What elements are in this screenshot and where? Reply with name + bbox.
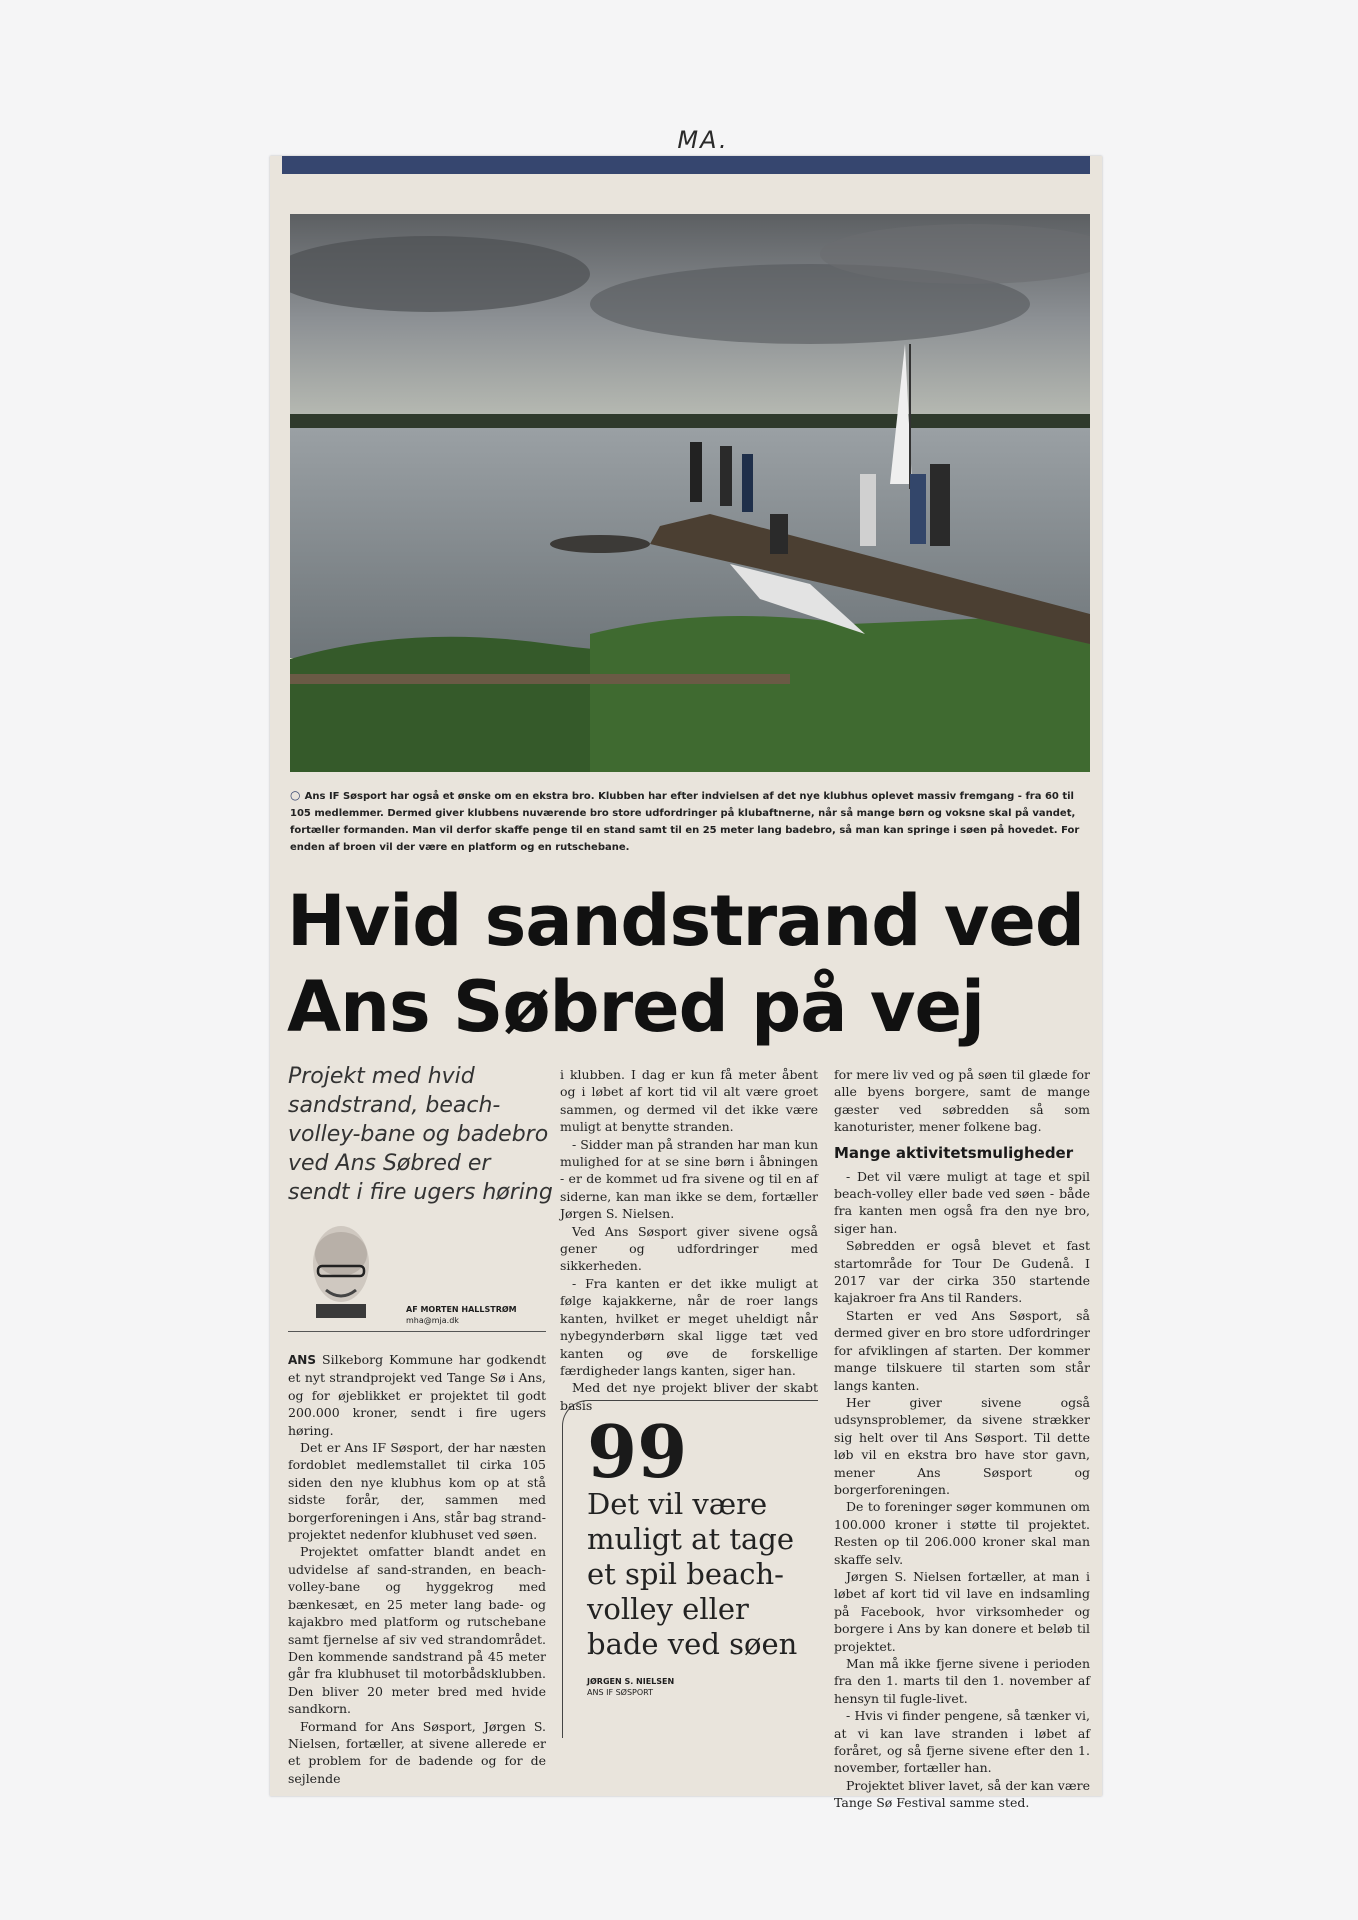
body-paragraph: De to foreninger søger kommunen om 100.000 kroner i støtte til projektet. Resten op til 206.000 kroner skal man skaffe selv.	[834, 1499, 1090, 1567]
lake-jetty-photo	[290, 214, 1090, 772]
author-portrait	[308, 1222, 374, 1318]
lead-text: Projekt med hvid sandstrand, beach-volley-bane og badebro ved Ans Søbred er sendt i fire ugers høring	[288, 1064, 553, 1205]
handwritten-date: MA.	[677, 126, 729, 154]
body-paragraph: Projektet omfatter blandt andet en udvidelse af sand-stranden, en beach-volley-bane og hyggekrog med bænkesæt, en 25 meter lang bade- og kajakbro med platform og rutschebane samt fjernelse af siv ved strandområdet. Den kommende sandstrand på 45 meter går fra klubhuset til motorbådsklubben. Den bliver 20 meter bred med hvide sandkorn.	[288, 1544, 546, 1717]
author-block	[288, 1218, 546, 1332]
dateline-kicker: ANS	[288, 1353, 316, 1367]
body-paragraph: Man må ikke fjerne sivene i perioden fra den 1. marts til den 1. november af hensyn til fugle-livet.	[834, 1656, 1090, 1706]
body-paragraph: Jørgen S. Nielsen fortæller, at man i løbet af kort tid vil lave en indsamling på Facebook, hvor virksomheder og borgere i Ans by kan donere et beløb til projektet.	[834, 1568, 1090, 1654]
body-paragraph: Projektet bliver lavet, så der kan være Tange Sø Festival samme sted.	[834, 1777, 1090, 1811]
body-paragraph: - Det vil være muligt at tage et spil beach-volley eller bade ved søen - både fra kanten men også fra den nye bro, siger han.	[834, 1168, 1090, 1236]
body-column-1	[288, 1351, 546, 1787]
header-color-bar	[282, 156, 1090, 174]
quote-text: Det vil være muligt at tage et spil beach-volley eller bade ved søen	[587, 1487, 798, 1661]
body-paragraph: for mere liv ved og på søen til glæde for alle byens borgere, samt de mange gæster ved søbredden så som kanoturister, mener folkene bag.	[834, 1067, 1090, 1135]
author-name: AF MORTEN HALLSTRØM	[406, 1305, 517, 1314]
headline	[287, 878, 1087, 1050]
caption-bullet-icon: ○	[290, 788, 305, 802]
photo-caption	[290, 787, 1086, 856]
quote-role: ANS IF SØSPORT	[587, 1688, 654, 1697]
body-paragraph: Med det nye projekt bliver der skabt basis	[560, 1380, 818, 1413]
body-paragraph: Det er Ans IF Søsport, der har næsten fordoblet medlemstallet til cirka 105 siden den nye klubhus kom op at stå sidste forår, der, sammen med borgerforeningen i Ans, står bag strand-projektet nedenfor klubhuset ved søen.	[288, 1440, 546, 1543]
pull-quote	[562, 1400, 818, 1738]
quote-attribution	[587, 1676, 818, 1698]
body-paragraph: - Hvis vi finder pengene, så tænker vi, at vi kan lave stranden i løbet af foråret, og så fjerne sivene efter den 1. november, fortæller han.	[834, 1708, 1090, 1776]
subheading: Mange aktivitetsmuligheder	[834, 1143, 1074, 1162]
body-paragraph: - Sidder man på stranden har man kun mulighed for at se sine børn i åbningen - er de kommet ud fra sivene og til en af siderne, kan man ikke se dem, fortæller Jørgen S. Nielsen.	[560, 1136, 818, 1222]
body-column-3	[834, 1066, 1090, 1812]
body-paragraph: Formand for Ans Søsport, Jørgen S. Nielsen, fortæller, at sivene allerede er et problem for de badende og for de sejlende	[288, 1718, 546, 1786]
headline-line-2: Ans Søbred på vej	[287, 966, 984, 1048]
quote-mark-icon: 99	[587, 1409, 688, 1494]
body-paragraph: i klubben. I dag er kun få meter åbent og i løbet af kort tid vil alt være groet sammen, og dermed vil det ikke være muligt at benytte stranden.	[560, 1067, 818, 1135]
body-paragraph: Ved Ans Søsport giver sivene også gener og udfordringer med sikkerheden.	[560, 1223, 818, 1274]
author-byline	[406, 1304, 517, 1326]
body-paragraph: Søbredden er også blevet et fast startområde for Tour De Gudenå. I 2017 var der cirka 350 startende kajakroer fra Ans til Randers.	[834, 1238, 1090, 1306]
body-paragraph: - Fra kanten er det ikke muligt at følge kajakkerne, når de roer langs kanten, hvilket er meget uheldigt når nybegynderbørn skal ligge tæt ved kanten og øve de forskellige færdigheder langs kanten, siger han.	[560, 1275, 818, 1378]
body-column-2	[560, 1066, 818, 1414]
body-paragraph: Silkeborg Kommune har godkendt et nyt strandprojekt ved Tange Sø i Ans, og for øjeblikket er projektet til godt 200.000 kroner, sendt i fire ugers høring.	[288, 1352, 546, 1438]
body-paragraph: Her giver sivene også udsynsproblemer, da sivene strækker sig helt over til Ans Søsport. Til dette løb vil en ekstra bro have stor gavn, mener Ans Søsport og borgerforeningen.	[834, 1394, 1090, 1497]
author-email: mha@mja.dk	[406, 1316, 459, 1325]
quote-name: JØRGEN S. NIELSEN	[587, 1677, 675, 1686]
caption-text: Ans IF Søsport har også et ønske om en ekstra bro. Klubben har efter indvielsen af det nye klubhus oplevet massiv fremgang - fra 60 til 105 medlemmer. Dermed giver klubbens nuværende bro store udfordringer på klubaftnerne, når så mange børn og voksne skal på vandet, fortæller formanden. Man vil derfor skaffe penge til en stand samt til en 25 meter lang badebro, så man kan springe i søen på hovedet. For enden af broen vil der være en platform og en rutschebane.	[290, 791, 1080, 853]
headline-line-1: Hvid sandstrand ved	[287, 880, 1084, 962]
body-paragraph: Starten er ved Ans Søsport, så dermed giver en bro store udfordringer for afviklingen af starten. Der kommer mange tilskuere til starten som står langs kanten.	[834, 1307, 1090, 1393]
